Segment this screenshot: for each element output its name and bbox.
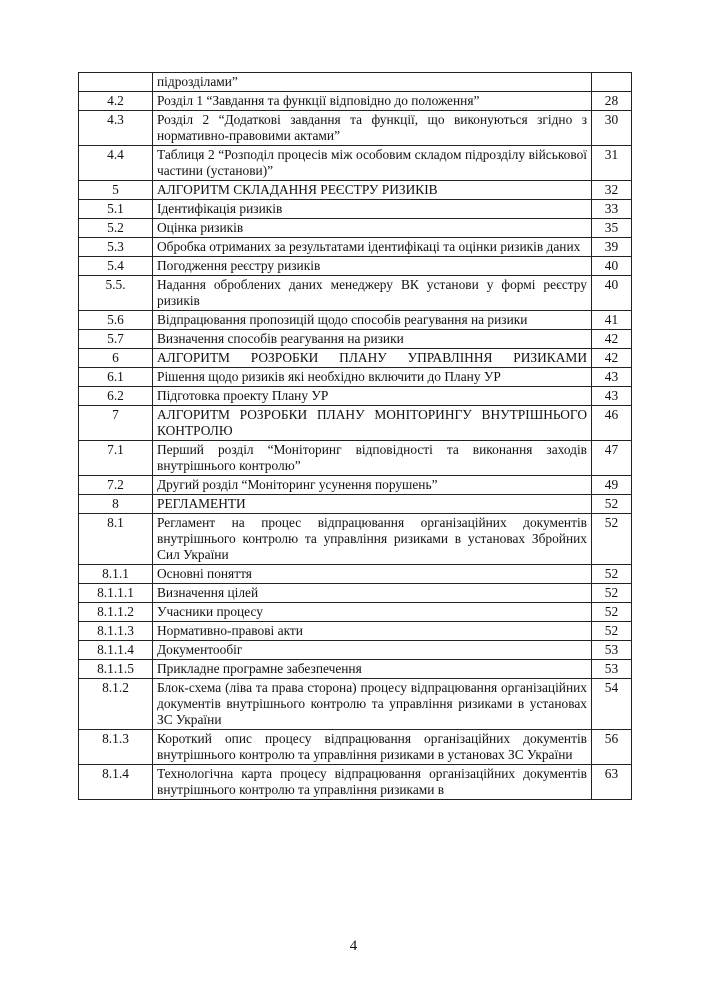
toc-row-page: 56 <box>592 730 632 765</box>
toc-row-number: 6.1 <box>79 368 153 387</box>
toc-row-title: Другий розділ “Моніторинг усунення порушень” <box>153 476 592 495</box>
toc-row-page: 52 <box>592 584 632 603</box>
toc-row-number: 8.1 <box>79 514 153 565</box>
toc-row-title: Основні поняття <box>153 565 592 584</box>
toc-row-page: 39 <box>592 238 632 257</box>
toc-row-number: 5.5. <box>79 276 153 311</box>
toc-row-title: Нормативно-правові акти <box>153 622 592 641</box>
toc-row-title: Прикладне програмне забезпечення <box>153 660 592 679</box>
toc-row <box>79 730 632 765</box>
toc-row-title: АЛГОРИТМ СКЛАДАННЯ РЕЄСТРУ РИЗИКІВ <box>153 181 592 200</box>
toc-row-page: 47 <box>592 441 632 476</box>
toc-row-page: 52 <box>592 514 632 565</box>
toc-row-title: Рішення щодо ризиків які необхідно включити до Плану УР <box>153 368 592 387</box>
toc-row-title: Розділ 2 “Додаткові завдання та функції, що виконуються згідно з нормативно-правовими актами” <box>153 111 592 146</box>
toc-row-page: 46 <box>592 406 632 441</box>
toc-row-title: Обробка отриманих за результатами ідентифікаці та оцінки ризиків даних <box>153 238 592 257</box>
toc-row-page: 33 <box>592 200 632 219</box>
toc-row-number: 8 <box>79 495 153 514</box>
toc-row-number: 5.7 <box>79 330 153 349</box>
table-of-contents <box>78 72 632 800</box>
toc-row-title: Відпрацювання пропозицій щодо способів реагування на ризики <box>153 311 592 330</box>
toc-row-title: Регламент на процес відпрацювання організаційних документів внутрішнього контролю та управління ризиками в установах Збройних Сил України <box>153 514 592 565</box>
toc-row-title: Визначення способів реагування на ризики <box>153 330 592 349</box>
toc-row <box>79 660 632 679</box>
toc-row-title: Учасники процесу <box>153 603 592 622</box>
toc-row-page: 52 <box>592 603 632 622</box>
toc-row <box>79 765 632 800</box>
toc-row-number: 8.1.1.4 <box>79 641 153 660</box>
toc-row <box>79 111 632 146</box>
toc-row-title: Підготовка проекту Плану УР <box>153 387 592 406</box>
toc-row-page: 42 <box>592 330 632 349</box>
toc-row-page: 41 <box>592 311 632 330</box>
toc-row-number: 6.2 <box>79 387 153 406</box>
toc-row-number <box>79 73 153 92</box>
toc-row <box>79 238 632 257</box>
toc-row <box>79 200 632 219</box>
toc-row-title: Технологічна карта процесу відпрацювання організаційних документів внутрішнього контролю та управління ризиками в <box>153 765 592 800</box>
toc-row-page: 53 <box>592 660 632 679</box>
toc-row <box>79 219 632 238</box>
toc-row-title: Оцінка ризиків <box>153 219 592 238</box>
toc-row-number: 4.3 <box>79 111 153 146</box>
toc-row-title: Перший розділ “Моніторинг відповідності та виконання заходів внутрішнього контролю” <box>153 441 592 476</box>
toc-row-number: 7 <box>79 406 153 441</box>
toc-row-title: Блок-схема (ліва та права сторона) процесу відпрацювання організаційних документів внутрішнього контролю та управління ризиками в установах ЗС України <box>153 679 592 730</box>
toc-row-page: 49 <box>592 476 632 495</box>
toc-row-page: 40 <box>592 257 632 276</box>
toc-row-title: Документообіг <box>153 641 592 660</box>
toc-row-page: 43 <box>592 387 632 406</box>
toc-row <box>79 565 632 584</box>
toc-row <box>79 622 632 641</box>
toc-row-number: 7.2 <box>79 476 153 495</box>
toc-row-number: 4.4 <box>79 146 153 181</box>
toc-row-number: 5.6 <box>79 311 153 330</box>
toc-row <box>79 349 632 368</box>
toc-row-page: 63 <box>592 765 632 800</box>
toc-row-number: 8.1.1.1 <box>79 584 153 603</box>
toc-row <box>79 92 632 111</box>
toc-row-page: 31 <box>592 146 632 181</box>
toc-row-number: 5 <box>79 181 153 200</box>
toc-row <box>79 495 632 514</box>
toc-row-title: підрозділами” <box>153 73 592 92</box>
toc-row-title: Погодження реєстру ризиків <box>153 257 592 276</box>
toc-row-number: 8.1.1.2 <box>79 603 153 622</box>
toc-row-number: 5.1 <box>79 200 153 219</box>
toc-row-page: 28 <box>592 92 632 111</box>
toc-row <box>79 311 632 330</box>
toc-row-page: 30 <box>592 111 632 146</box>
toc-row-number: 8.1.4 <box>79 765 153 800</box>
toc-row <box>79 257 632 276</box>
toc-row-page: 35 <box>592 219 632 238</box>
toc-row-number: 8.1.2 <box>79 679 153 730</box>
toc-row-title: Ідентифікація ризиків <box>153 200 592 219</box>
toc-row <box>79 603 632 622</box>
toc-row-page: 52 <box>592 622 632 641</box>
toc-row-page: 52 <box>592 495 632 514</box>
toc-row-title: Надання оброблених даних менеджеру ВК установи у формі реєстру ризиків <box>153 276 592 311</box>
toc-row-number: 8.1.1 <box>79 565 153 584</box>
toc-row-number: 7.1 <box>79 441 153 476</box>
toc-row <box>79 181 632 200</box>
toc-row-page: 32 <box>592 181 632 200</box>
toc-row-number: 8.1.1.5 <box>79 660 153 679</box>
toc-row <box>79 441 632 476</box>
toc-row <box>79 406 632 441</box>
toc-row-title: АЛГОРИТМ РОЗРОБКИ ПЛАНУ МОНІТОРИНГУ ВНУТРІШНЬОГО КОНТРОЛЮ <box>153 406 592 441</box>
toc-row-title: Визначення цілей <box>153 584 592 603</box>
toc-row <box>79 584 632 603</box>
toc-row-title: Таблиця 2 “Розподіл процесів між особовим складом підрозділу військової частини (установи)” <box>153 146 592 181</box>
toc-row <box>79 146 632 181</box>
toc-row <box>79 276 632 311</box>
toc-row <box>79 73 632 92</box>
toc-row <box>79 514 632 565</box>
toc-row-number: 5.3 <box>79 238 153 257</box>
toc-row <box>79 679 632 730</box>
toc-row-title: Короткий опис процесу відпрацювання організаційних документів внутрішнього контролю та управління ризиками в установах ЗС України <box>153 730 592 765</box>
toc-row-page: 54 <box>592 679 632 730</box>
toc-body <box>79 73 632 800</box>
toc-row-number: 6 <box>79 349 153 368</box>
toc-row <box>79 368 632 387</box>
toc-row-number: 8.1.1.3 <box>79 622 153 641</box>
toc-row <box>79 641 632 660</box>
toc-row-number: 4.2 <box>79 92 153 111</box>
toc-row-page: 42 <box>592 349 632 368</box>
toc-row-title: РЕГЛАМЕНТИ <box>153 495 592 514</box>
toc-row-title: АЛГОРИТМ РОЗРОБКИ ПЛАНУ УПРАВЛІННЯ РИЗИКАМИ <box>153 349 592 368</box>
toc-row-number: 8.1.3 <box>79 730 153 765</box>
toc-row <box>79 476 632 495</box>
toc-row-number: 5.4 <box>79 257 153 276</box>
toc-row-title: Розділ 1 “Завдання та функції відповідно до положення” <box>153 92 592 111</box>
toc-row <box>79 387 632 406</box>
toc-row-page: 53 <box>592 641 632 660</box>
toc-row-page <box>592 73 632 92</box>
toc-row-number: 5.2 <box>79 219 153 238</box>
toc-row-page: 43 <box>592 368 632 387</box>
toc-row-page: 40 <box>592 276 632 311</box>
page-number: 4 <box>349 938 358 954</box>
toc-row <box>79 330 632 349</box>
toc-row-page: 52 <box>592 565 632 584</box>
